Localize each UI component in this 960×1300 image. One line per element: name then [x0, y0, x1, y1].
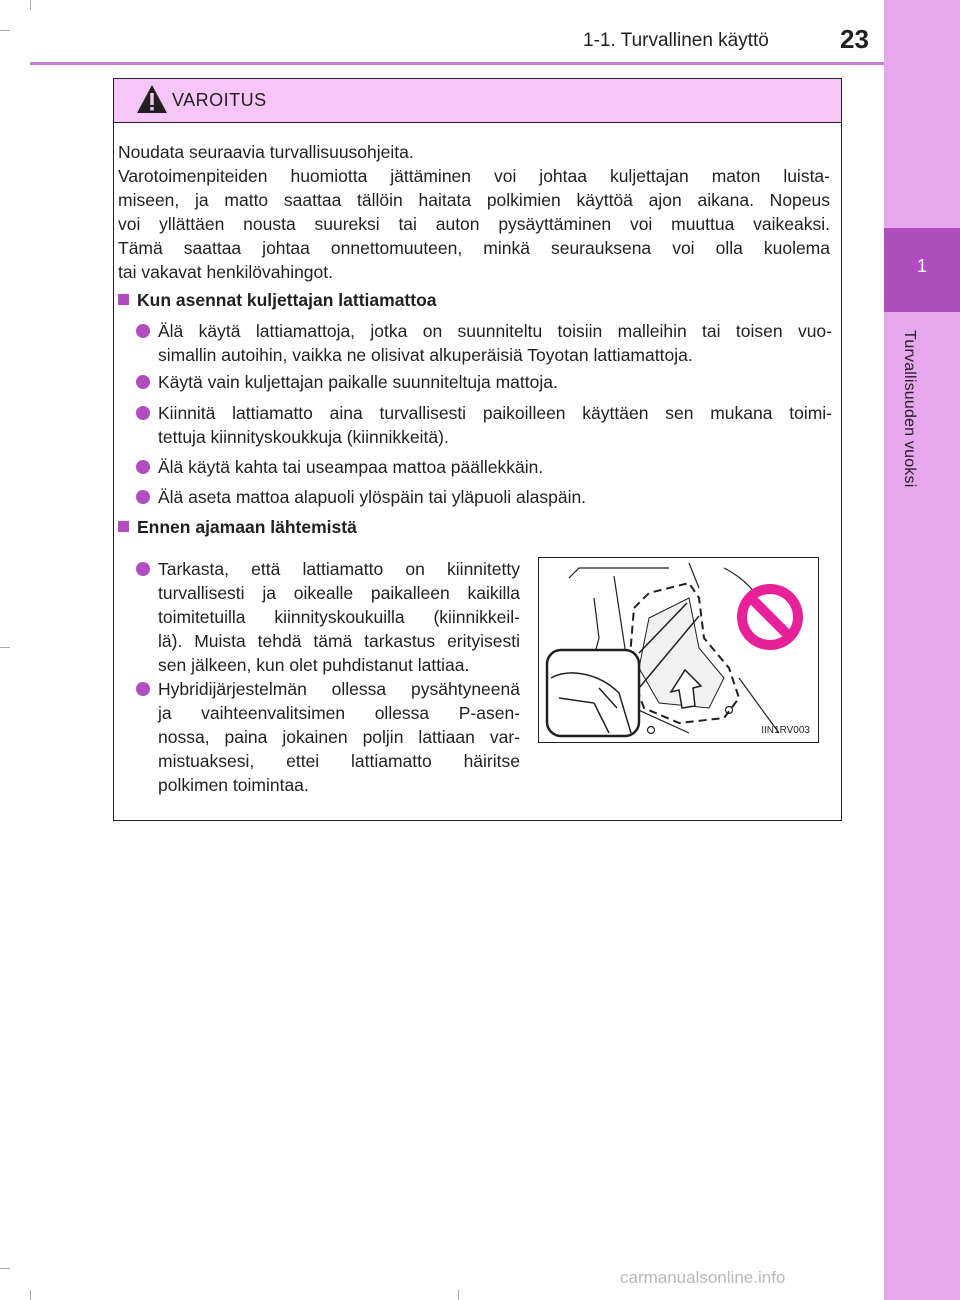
chapter-label: Turvallisuuden vuoksi: [901, 330, 918, 488]
bullet-line: Kiinnitä lattiamatto aina turvallisesti paikoilleen käyttäen sen mukana toimi-: [158, 403, 832, 423]
intro-line: voi yllättäen nousta suureksi tai auton pysäyttäminen voi muuttua vaikeaksi.: [118, 214, 830, 234]
intro-line: Tämä saattaa johtaa onnettomuuteen, minkä seurauksena voi olla kuolema: [118, 238, 830, 258]
section-title: 1-1. Turvallinen käyttö: [583, 30, 769, 51]
section-heading-before-driving: [118, 517, 357, 538]
bullet-line: Käytä vain kuljettajan paikalle suunniteltuja mattoja.: [158, 372, 558, 392]
warning-box: [113, 78, 842, 821]
intro-line: tai vakavat henkilövahingot.: [118, 262, 333, 282]
bullet-line: simallin autoihin, vaikka ne olisivat alkuperäisiä Toyotan lattiamattoja.: [158, 345, 693, 365]
bullet-dot-icon: [136, 406, 150, 420]
crop-mark: [30, 0, 31, 10]
warning-title: VAROITUS: [172, 90, 267, 110]
crop-mark: [0, 1268, 10, 1269]
warning-triangle-icon: [136, 84, 168, 114]
bullet-dot-icon: [136, 682, 150, 696]
bullet-dot-icon: [136, 324, 150, 338]
crop-mark: [30, 1290, 31, 1300]
bullet-line: Hybridijärjestelmän ollessa pysähtyneenä: [158, 679, 520, 699]
bullet-line: Tarkasta, että lattiamatto on kiinnitetty: [158, 559, 520, 579]
bullet-line: mistuaksesi, ettei lattiamatto häiritse: [158, 751, 520, 771]
section-heading-install: [118, 290, 437, 311]
square-bullet-icon: [118, 521, 129, 532]
chapter-side-tab: [884, 0, 960, 1300]
warning-header: [114, 79, 841, 123]
bullet-line: toimitetuilla kiinnityskoukuilla (kiinnikkeil-: [158, 607, 520, 627]
bullet-line: polkimen toimintaa.: [158, 775, 309, 795]
chapter-number: 1: [916, 256, 927, 276]
warning-intro: [118, 140, 830, 284]
section-heading-text: Kun asennat kuljettajan lattiamattoa: [137, 290, 437, 310]
bullet-dot-icon: [136, 562, 150, 576]
bullet-line: Älä käytä lattiamattoja, jotka on suunniteltu toisiin malleihin tai toisen vuo-: [158, 321, 832, 341]
page-number: 23: [840, 24, 869, 54]
bullet-line: tettuja kiinnityskoukkuja (kiinnikkeitä).: [158, 427, 449, 447]
crop-mark: [458, 1290, 459, 1300]
header-rule: [30, 62, 884, 65]
crop-mark: [0, 30, 10, 31]
bullet-line: ja vaihteenvalitsimen ollessa P-asen-: [158, 703, 520, 723]
bullet-dot-icon: [136, 375, 150, 389]
illustration-code: IIN1RV003: [761, 725, 810, 736]
section-heading-text: Ennen ajamaan lähtemistä: [137, 517, 357, 537]
floor-mat-illustration: [538, 557, 819, 743]
intro-line: miseen, ja matto saattaa tällöin haitata polkimien käyttöä ajon aikana. Nopeus: [118, 190, 830, 210]
bullet-line: Älä käytä kahta tai useampaa mattoa päällekkäin.: [158, 457, 544, 477]
intro-line: Noudata seuraavia turvallisuusohjeita.: [118, 142, 414, 162]
prohibited-icon: [737, 584, 803, 650]
square-bullet-icon: [118, 294, 129, 305]
bullet-dot-icon: [136, 460, 150, 474]
crop-mark: [0, 647, 10, 648]
bullet-line: nossa, paina jokainen poljin lattiaan var-: [158, 727, 520, 747]
intro-line: Varotoimenpiteiden huomiotta jättäminen voi johtaa kuljettajan maton luista-: [118, 166, 830, 186]
bullet-line: sen jälkeen, kun olet puhdistanut lattiaa.: [158, 655, 470, 675]
floor-mat-drawing: [539, 558, 819, 743]
bullet-dot-icon: [136, 490, 150, 504]
watermark: carmanualsonline.info: [620, 1268, 786, 1287]
bullet-line: Älä aseta mattoa alapuoli ylöspäin tai yläpuoli alaspäin.: [158, 487, 587, 507]
bullet-line: lä). Muista tehdä tämä tarkastus erityisesti: [158, 631, 520, 651]
bullet-line: turvallisesti ja oikealle paikalleen kaikilla: [158, 583, 520, 603]
